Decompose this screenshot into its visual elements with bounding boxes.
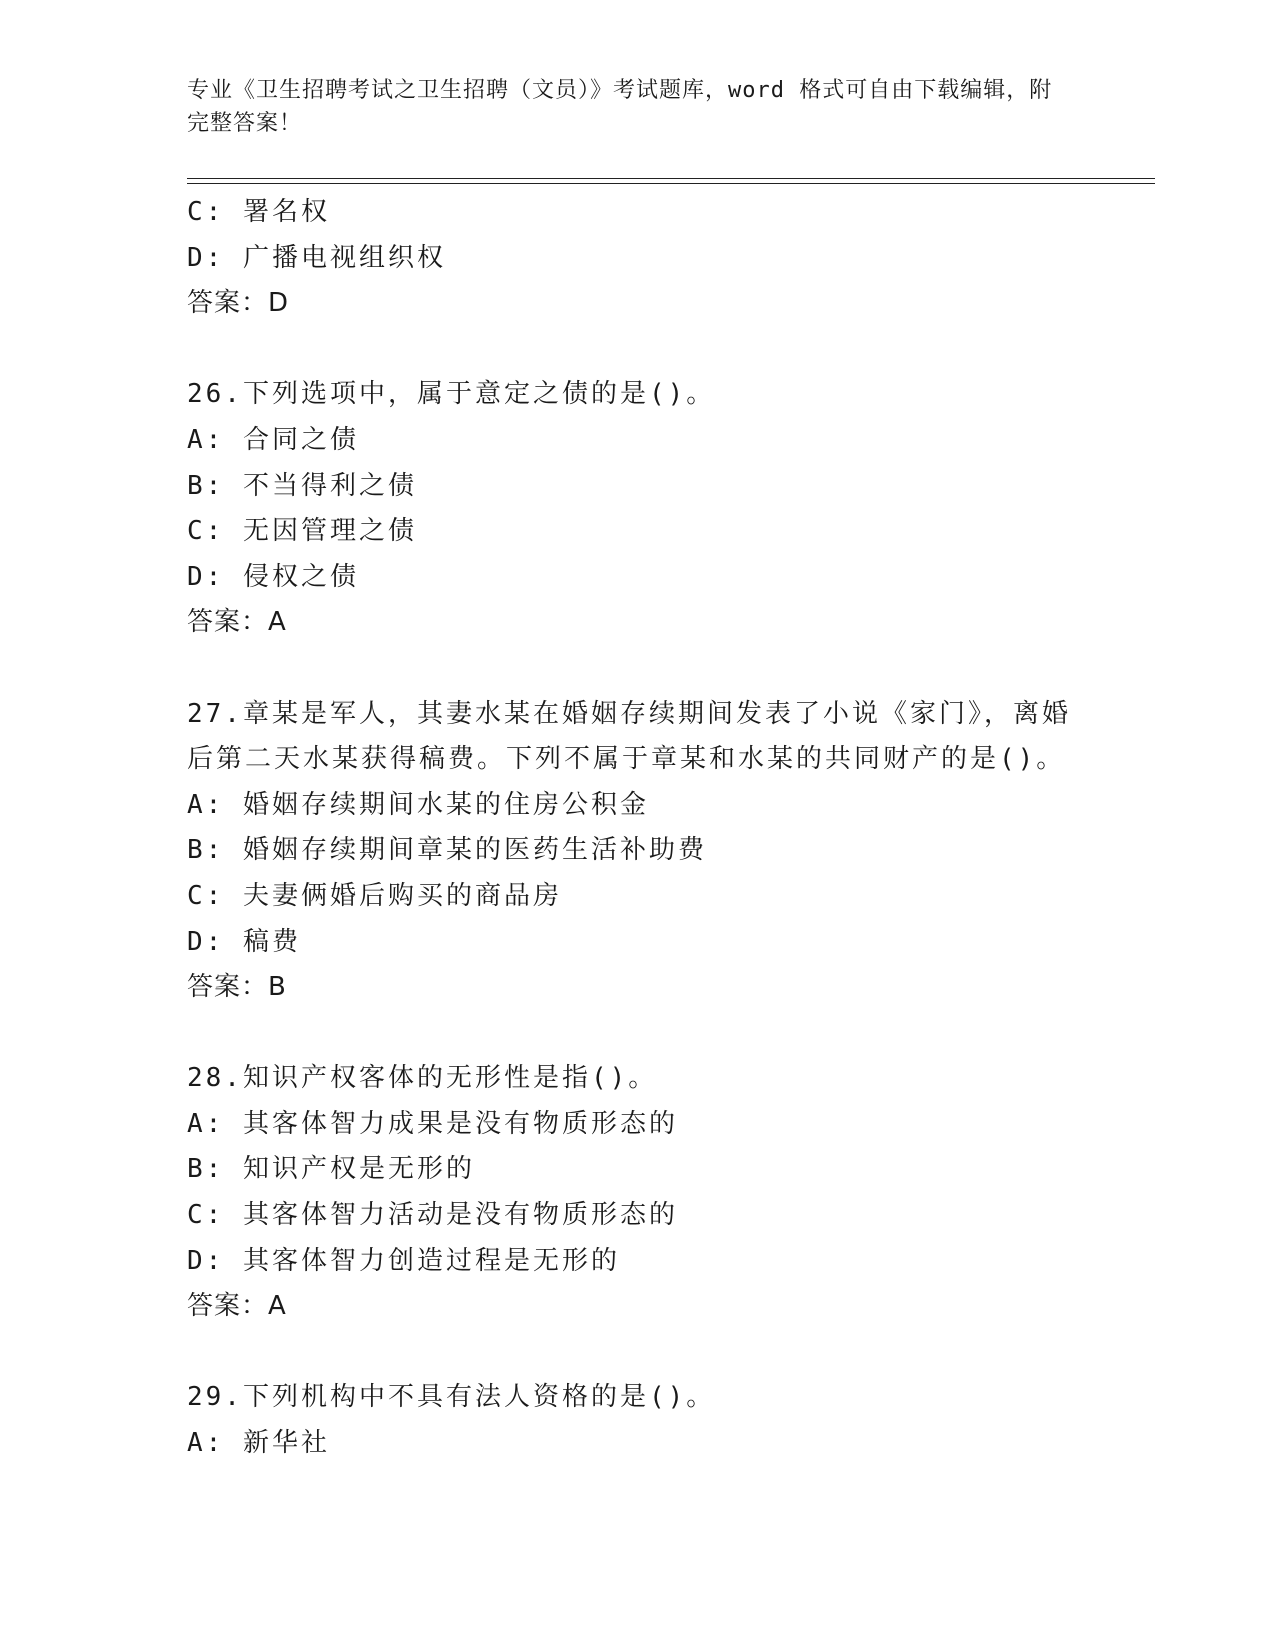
question-26 <box>187 372 1147 646</box>
option-a: A: 新华社 <box>187 1428 330 1459</box>
option-a: A: 婚姻存续期间水某的住房公积金 <box>187 789 649 820</box>
option-c: C: 夫妻俩婚后购买的商品房 <box>187 880 562 911</box>
option-d: D: 广播电视组织权 <box>187 242 446 273</box>
question-29 <box>187 1375 1147 1466</box>
question-stem-line-1: 27.章某是军人，其妻水某在婚姻存续期间发表了小说《家门》，离婚 <box>187 698 1071 729</box>
option-b: B: 知识产权是无形的 <box>187 1154 475 1185</box>
option-b: B: 婚姻存续期间章某的医药生活补助费 <box>187 835 707 866</box>
question-stem: 28.知识产权客体的无形性是指()。 <box>187 1063 658 1094</box>
option-c: C: 署名权 <box>187 197 330 227</box>
header-rule-bottom <box>187 183 1155 184</box>
question-stem-line-2: 后第二天水某获得稿费。下列不属于章某和水某的共同财产的是()。 <box>187 744 1066 775</box>
option-b: B: 不当得利之债 <box>187 470 417 501</box>
option-a: A: 其客体智力成果是没有物质形态的 <box>187 1108 678 1139</box>
answer: 答案：D <box>187 288 290 319</box>
answer: 答案：A <box>187 607 287 638</box>
previous-question-tail <box>187 190 1147 327</box>
option-d: D: 其客体智力创造过程是无形的 <box>187 1245 620 1276</box>
question-28 <box>187 1056 1147 1330</box>
option-d: D: 稿费 <box>187 926 301 957</box>
header-rule-top <box>187 178 1155 179</box>
answer: 答案：A <box>187 1291 287 1322</box>
option-c: C: 无因管理之债 <box>187 516 417 547</box>
answer: 答案：B <box>187 972 287 1003</box>
question-list <box>187 190 1147 1467</box>
question-stem: 29.下列机构中不具有法人资格的是()。 <box>187 1382 716 1413</box>
question-stem: 26.下列选项中，属于意定之债的是()。 <box>187 379 716 410</box>
question-27 <box>187 692 1147 1011</box>
option-c: C: 其客体智力活动是没有物质形态的 <box>187 1200 678 1231</box>
option-d: D: 侵权之债 <box>187 561 359 592</box>
document-header: 专业《卫生招聘考试之卫生招聘（文员）》考试题库，word 格式可自由下载编辑，附完整答案！ <box>187 78 1053 136</box>
option-a: A: 合同之债 <box>187 424 359 455</box>
